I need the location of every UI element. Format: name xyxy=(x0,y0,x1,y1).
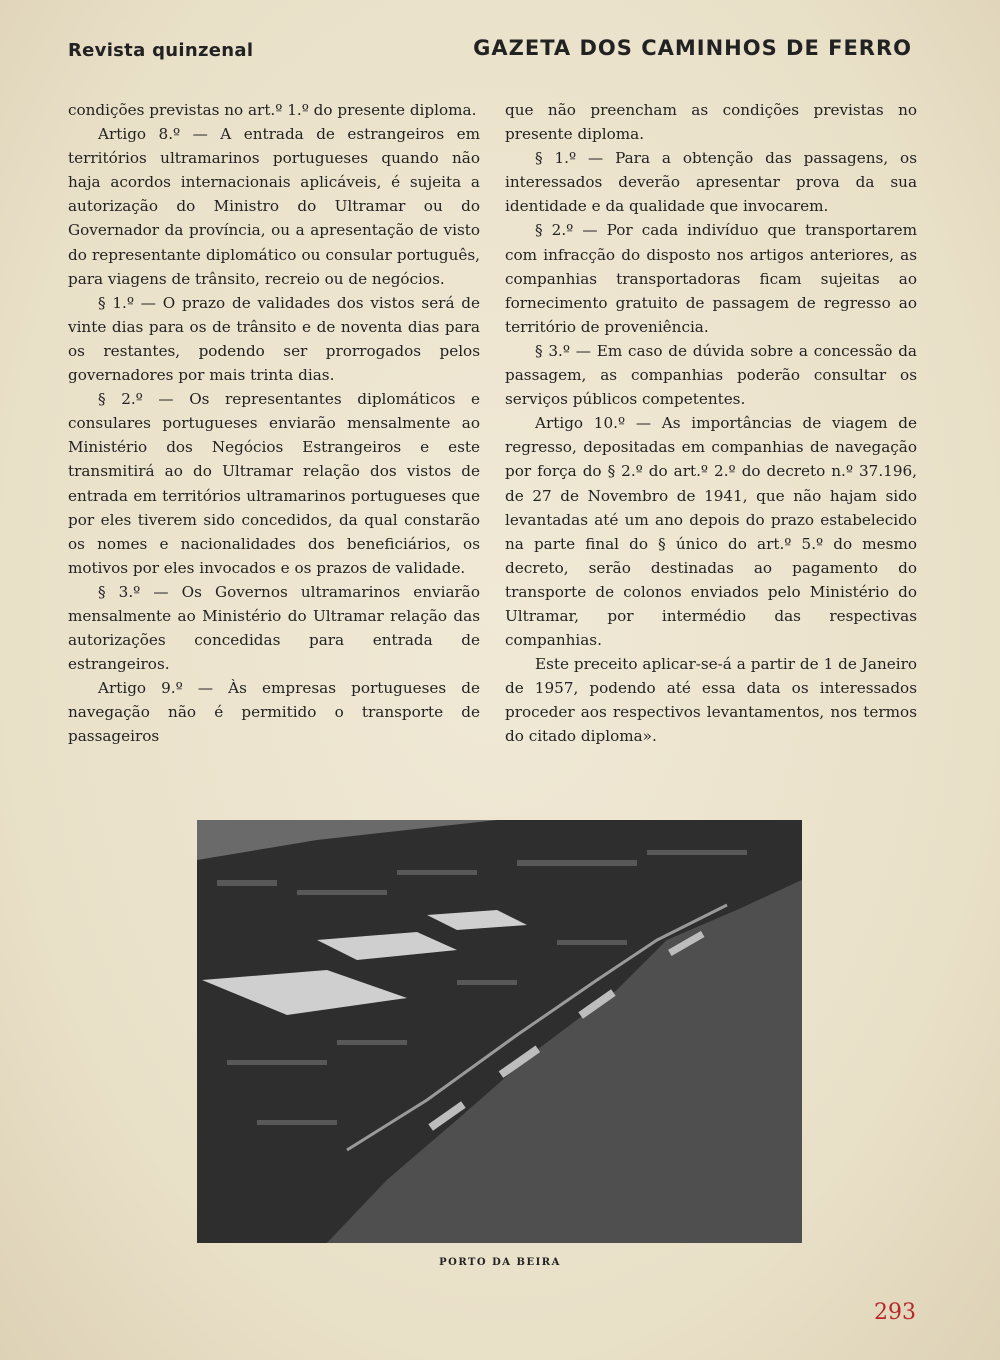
paragraph: § 1.º — O prazo de validades dos vistos será de vinte dias para os de trânsito e de noventa dias para os restantes, podendo ser prorrogados pelos governadores por mais trinta dias. xyxy=(68,293,480,385)
paragraph: Artigo 8.º — A entrada de estrangeiros em territórios ultramarinos portugueses quando não haja acordos internacionais aplicáveis, é sujeita a autorização do Ministro do Ultramar ou do Governador da província, ou a apresentação de visto do representante diplomático ou consular português, para viagens de trânsito, recreio ou de negócios. xyxy=(68,125,480,288)
running-header-title: GAZETA DOS CAMINHOS DE FERRO xyxy=(473,36,912,60)
paragraph: condições previstas no art.º 1.º do presente diploma. xyxy=(68,101,477,119)
paragraph: Este preceito aplicar-se-á a partir de 1 de Janeiro de 1957, podendo até essa data os interessados proceder aos respectivos levantamentos, nos termos do citado diploma». xyxy=(505,655,917,746)
text-column-left xyxy=(68,98,480,749)
paragraph: que não preencham as condições previstas no presente diploma. xyxy=(505,101,917,144)
aerial-port-photo xyxy=(197,820,802,1243)
photo-caption: PORTO DA BEIRA xyxy=(439,1257,561,1268)
paragraph: § 1.º — Para a obtenção das passagens, os interessados deverão apresentar prova da sua identidade e da qualidade que invocarem. xyxy=(505,149,917,216)
paragraph: Artigo 9.º — Às empresas portugueses de navegação não é permitido o transporte de passageiros xyxy=(68,679,480,746)
running-header-left: Revista quinzenal xyxy=(68,40,254,61)
paragraph: § 2.º — Os representantes diplomáticos e consulares portugueses enviarão mensalmente ao Ministério dos Negócios Estrangeiros e este transmitirá ao do Ultramar relação dos vistos de entrada em territórios ultramarinos portugueses que por eles tiverem sido concedidos, da qual constarão os nomes e nacionalidades dos beneficiários, os motivos por eles invocados e os prazos de validade. xyxy=(68,390,480,577)
paragraph: Artigo 10.º — As importâncias de viagem de regresso, depositadas em companhias de navegação por força do § 2.º do art.º 2.º do decreto n.º 37.196, de 27 de Novembro de 1941, que não hajam sido levantadas até um ano depois do prazo estabelecido na parte final do § único do art.º 5.º do mesmo decreto, serão destinadas ao pagamento do transporte de colonos enviados pelo Ministério do Ultramar, por intermédio das respectivas companhias. xyxy=(505,414,917,650)
text-column-right xyxy=(505,98,917,749)
paragraph: § 3.º — Em caso de dúvida sobre a concessão da passagem, as companhias poderão consultar os serviços públicos competentes. xyxy=(505,341,917,409)
port-photo-illustration xyxy=(197,820,802,1243)
paragraph: § 2.º — Por cada indivíduo que transportarem com infracção do disposto nos artigos anteriores, as companhias transportadoras ficam sujeitas ao fornecimento gratuito de passagem de regresso ao território de proveniência. xyxy=(505,221,917,336)
page-number: 293 xyxy=(874,1300,916,1325)
paragraph: § 3.º — Os Governos ultramarinos enviarão mensalmente ao Ministério do Ultramar relação das autorizações concedidas para entrada de estrangeiros. xyxy=(68,582,480,674)
